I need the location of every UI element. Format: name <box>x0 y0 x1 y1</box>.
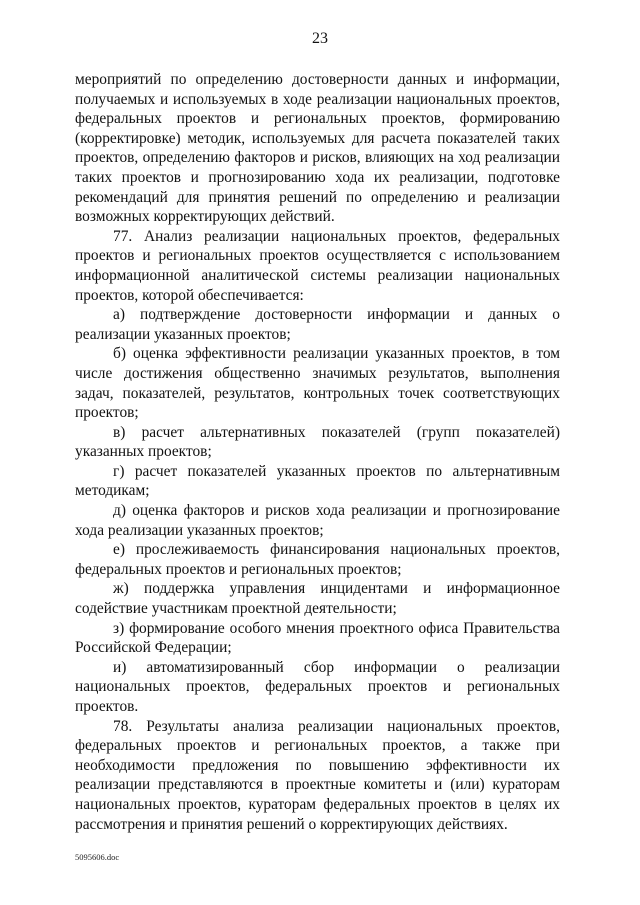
footer-filename: 5095606.doc <box>75 852 120 862</box>
list-item-g: г) расчет показателей указанных проектов по альтернативным методикам; <box>75 462 560 500</box>
list-item-e: е) прослеживаемость финансирования национальных проектов, федеральных проектов и региональных проектов; <box>75 541 560 578</box>
list-item-v: в) расчет альтернативных показателей (групп показателей) указанных проектов; <box>75 423 560 461</box>
page-number: 23 <box>312 30 328 47</box>
list-item-z: з) формирование особого мнения проектного офиса Правительства Российской Федерации; <box>75 619 560 657</box>
paragraph-78: 78. Результаты анализа реализации национальных проектов, федеральных проектов и региональных проектов, а также при необходимости предложения по повышению эффективности их реализации представляются в проектные комитеты и (или) кураторам национальных проектов, кураторам федеральных проектов в целях их рассмотрения и принятия решений о корректирующих действиях. <box>75 717 560 833</box>
list-item-i: и) автоматизированный сбор информации о реализации национальных проектов, федеральных проектов и региональных проектов. <box>75 658 560 715</box>
paragraph-continuation: мероприятий по определению достоверности данных и информации, получаемых и используемых в ходе реализации национальных проектов, федеральных проектов и региональных проектов, формированию (корректировке) методик, используемых для расчета показателей таких проектов, определению факторов и рисков, влияющих на ход реализации таких проектов и прогнозированию хода их реализации, подготовке рекомендаций для принятия решений по определению и реализации возможных корректирующих действий. <box>75 71 560 226</box>
paragraph-77: 77. Анализ реализации национальных проектов, федеральных проектов и региональных проектов осуществляется с использованием информационной аналитической системы реализации национальных проектов, которой обеспечивается: <box>75 227 560 304</box>
list-item-b: б) оценка эффективности реализации указанных проектов, в том числе достижения общественно значимых результатов, выполнения задач, показателей, результатов, контрольных точек соответствующих проектов; <box>75 345 560 422</box>
list-item-d: д) оценка факторов и рисков хода реализации и прогнозирование хода реализации указанных проектов; <box>75 502 560 539</box>
list-item-a: а) подтверждение достоверности информации и данных о реализации указанных проектов; <box>75 306 560 343</box>
document-body <box>75 70 560 834</box>
list-item-zh: ж) поддержка управления инцидентами и информационное содействие участникам проектной деятельности; <box>75 580 560 618</box>
